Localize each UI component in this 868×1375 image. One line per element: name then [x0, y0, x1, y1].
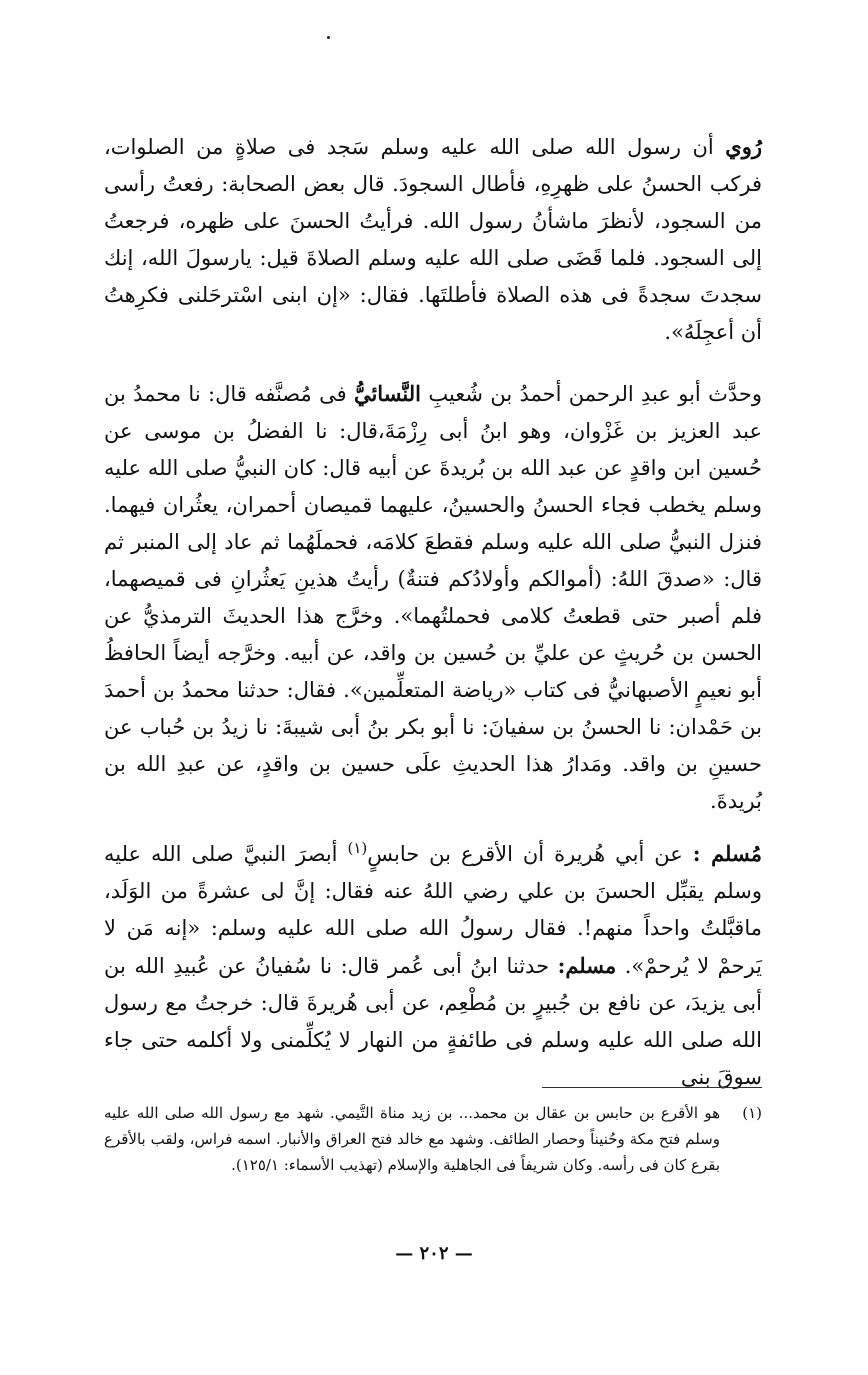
paragraph-1-lead: رُوي: [725, 134, 762, 159]
footnote-rule: [542, 1087, 762, 1088]
paragraph-3-pre: عن أبي هُريرة أن الأقرع بن حابسٍ: [367, 842, 693, 866]
paragraph-1: [104, 128, 762, 351]
paragraph-3-post: حدثنا ابنُ أبى عُمر قال: نا سُفيانُ عن عُبيدِ الله بن أبى يزيدَ، عن نافع بن جُبيرٍ بن مُطْعِم، عن أبى هُريرةَ قال: خرجتُ مع رسول الله صلى الله عليه وسلم فى طائفةٍ من النهار لا يُكلِّمنى ولا أكلمه حتى جاء سوقَ بنى: [104, 954, 762, 1089]
paragraph-3-mid: أبصرَ النبيَّ صلى الله عليه وسلم يقبِّل الحسنَ بن علي رضي اللهُ عنه فقال: إنَّ لى عشرةً من الوَلَد، ماقبَّلتُ واحداً منهم!. فقال رسولُ الله صلى الله عليه وسلم: «إنه مَن لا يَرحمْ لا يُرحمْ».: [104, 842, 762, 978]
paragraph-2-post: فى مُصنَّفه قال: نا محمدُ بن عبد العزيز بن غَزْوان، وهو ابنُ أبى رِزْمَةَ،قال: نا الفضلُ بن موسى عن حُسين ابن واقدٍ عن عبد الله بن بُريدةَ عن أبيه قال: كان النبيُّ صلى الله عليه وسلم يخطب فجاء الحسنُ والحسينُ، عليهما قميصان أحمران، يعثُران فيهما. فنزل النبيُّ صلى الله عليه وسلم فقطعَ كلامَه، فحملَهُما ثم عاد إلى المنبر ثم قال: «صدقَ اللهُ: (أموالكم وأولادُكم فتنةٌ) رأيتُ هذينِ يَعثُرانِ فى قميصهما، فلم أصبر حتى قطعتُ كلامى فحملتُهما». وخرَّج هذا الحديثَ الترمذيُّ عن الحسن بن حُريثٍ عن عليِّ بن حُسين بن واقد، عن أبيه. وخرَّجه أيضاً الحافظُ أبو نعيمٍ الأصبهانيُّ فى كتاب «رياضة المتعلِّمين». فقال: حدثنا محمدُ بن أحمدَ بن حَمْدان: نا الحسنُ بن سفيانَ: نا أبو بكر بنُ أبى شيبةَ: نا زيدُ بن حُباب عن حسينِ بن واقد. ومَدارُ هذا الحديثِ علَى حسين بن واقدٍ، عن عبدِ الله بن بُريدةَ.: [104, 382, 762, 813]
main-text: [104, 128, 762, 1096]
paragraph-1-text: أن رسول الله صلى الله عليه وسلم سَجد فى صلاةٍ من الصلوات، فركب الحسنُ على ظهرِهِ، فأطال السجودَ. قال بعض الصحابة: رفعتُ رأسى من السجود، لأنظرَ ماشأنُ رسول الله. فرأيتُ الحسنَ على ظهره، فرجعتُ إلى السجود. فلما قَضَى صلى الله عليه وسلم الصلاةَ قيل: يارسولَ الله، إنك سجدتَ سجدةً فى هذه الصلاة فأطلتَها. فقال: «إن ابنى اسْترحَلنى فكرِهتُ أن أعجِلَهُ».: [104, 135, 762, 344]
footnote-reference: (١): [347, 839, 368, 857]
paragraph-2-pre: وحدَّث أبو عبدِ الرحمن أحمدُ بن شُعيبِ: [421, 382, 762, 406]
page-dot-mark: [327, 36, 330, 39]
footnote-number: (١): [742, 1104, 762, 1122]
paragraph-3: [104, 830, 762, 1096]
footnote: [104, 1100, 762, 1178]
paragraph-2: [104, 375, 762, 820]
footnote-text: هو الأقرع بن حابس بن عقال بن محمد... بن زيد مناة التَّيمي. شهد مع رسول الله صلى الله عليه وسلم فتح مكة وحُنيناً وحصار الطائف. وشهد مع خالد فتح العراق والأنبار. اسمه فراس، ولقب بالأقرع بقرع كان فى رأسه. وكان شريفاً فى الجاهلية والإسلام (تهذيب الأسماء: ١٢٥/١).: [104, 1104, 720, 1174]
paragraph-3-lead: مُسلم :: [692, 841, 762, 866]
page-number: — ٢٠٢ —: [395, 1243, 473, 1264]
paragraph-3-lead-2: مسلم:: [557, 953, 617, 978]
paragraph-2-bold-name: النَّسائيُّ: [353, 381, 422, 406]
